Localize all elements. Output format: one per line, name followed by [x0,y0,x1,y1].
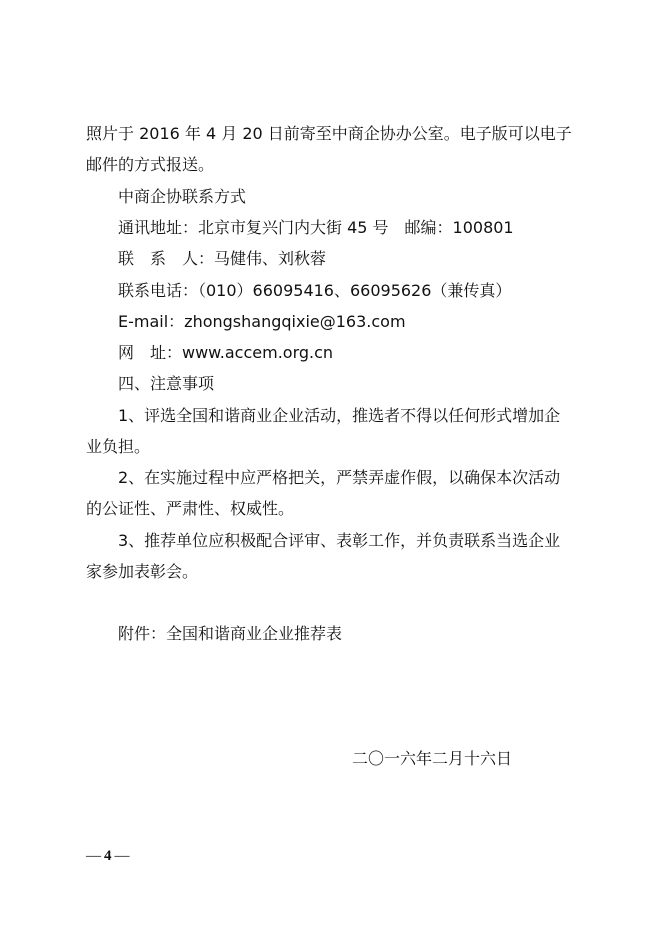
footer-dash-left: — [86,848,101,864]
document-date: 二〇一六年二月十六日 [352,749,513,768]
paragraph-photo-line-2: 邮件的方式报送。 [86,155,215,174]
contact-person: 联 系 人：马健伟、刘秋蓉 [118,249,327,268]
attachment-line: 附件：全国和谐商业企业推荐表 [118,624,343,643]
note-item-2-line-1: 2、在实施过程中应严格把关，严禁弄虚作假，以确保本次活动 [118,468,561,487]
contact-phone: 联系电话：（010）66095416、66095626（兼传真） [118,281,512,300]
paragraph-photo-line-1: 照片于 2016 年 4 月 20 日前寄至中商企协办公室。电子版可以电子 [86,124,572,143]
note-item-3-line-2: 家参加表彰会。 [86,562,199,581]
notes-heading: 四、注意事项 [118,374,215,393]
footer-dash-right: — [114,848,130,864]
contact-address: 通讯地址：北京市复兴门内大街 45 号 邮编：100801 [118,218,514,237]
contact-email: E-mail：zhongshangqixie@163.com [118,312,406,331]
contact-heading: 中商企协联系方式 [118,187,247,206]
note-item-1-line-2: 业负担。 [86,437,151,456]
note-item-3-line-1: 3、推荐单位应积极配合评审、表彰工作，并负责联系当选企业 [118,531,561,550]
contact-website: 网 址：www.accem.org.cn [118,343,334,362]
note-item-2-line-2: 的公证性、严肃性、权威性。 [86,499,295,518]
note-item-1-line-1: 1、评选全国和谐商业企业活动，推选者不得以任何形式增加企 [118,406,561,425]
page-number: 4 [104,848,112,864]
page-footer [86,846,130,866]
